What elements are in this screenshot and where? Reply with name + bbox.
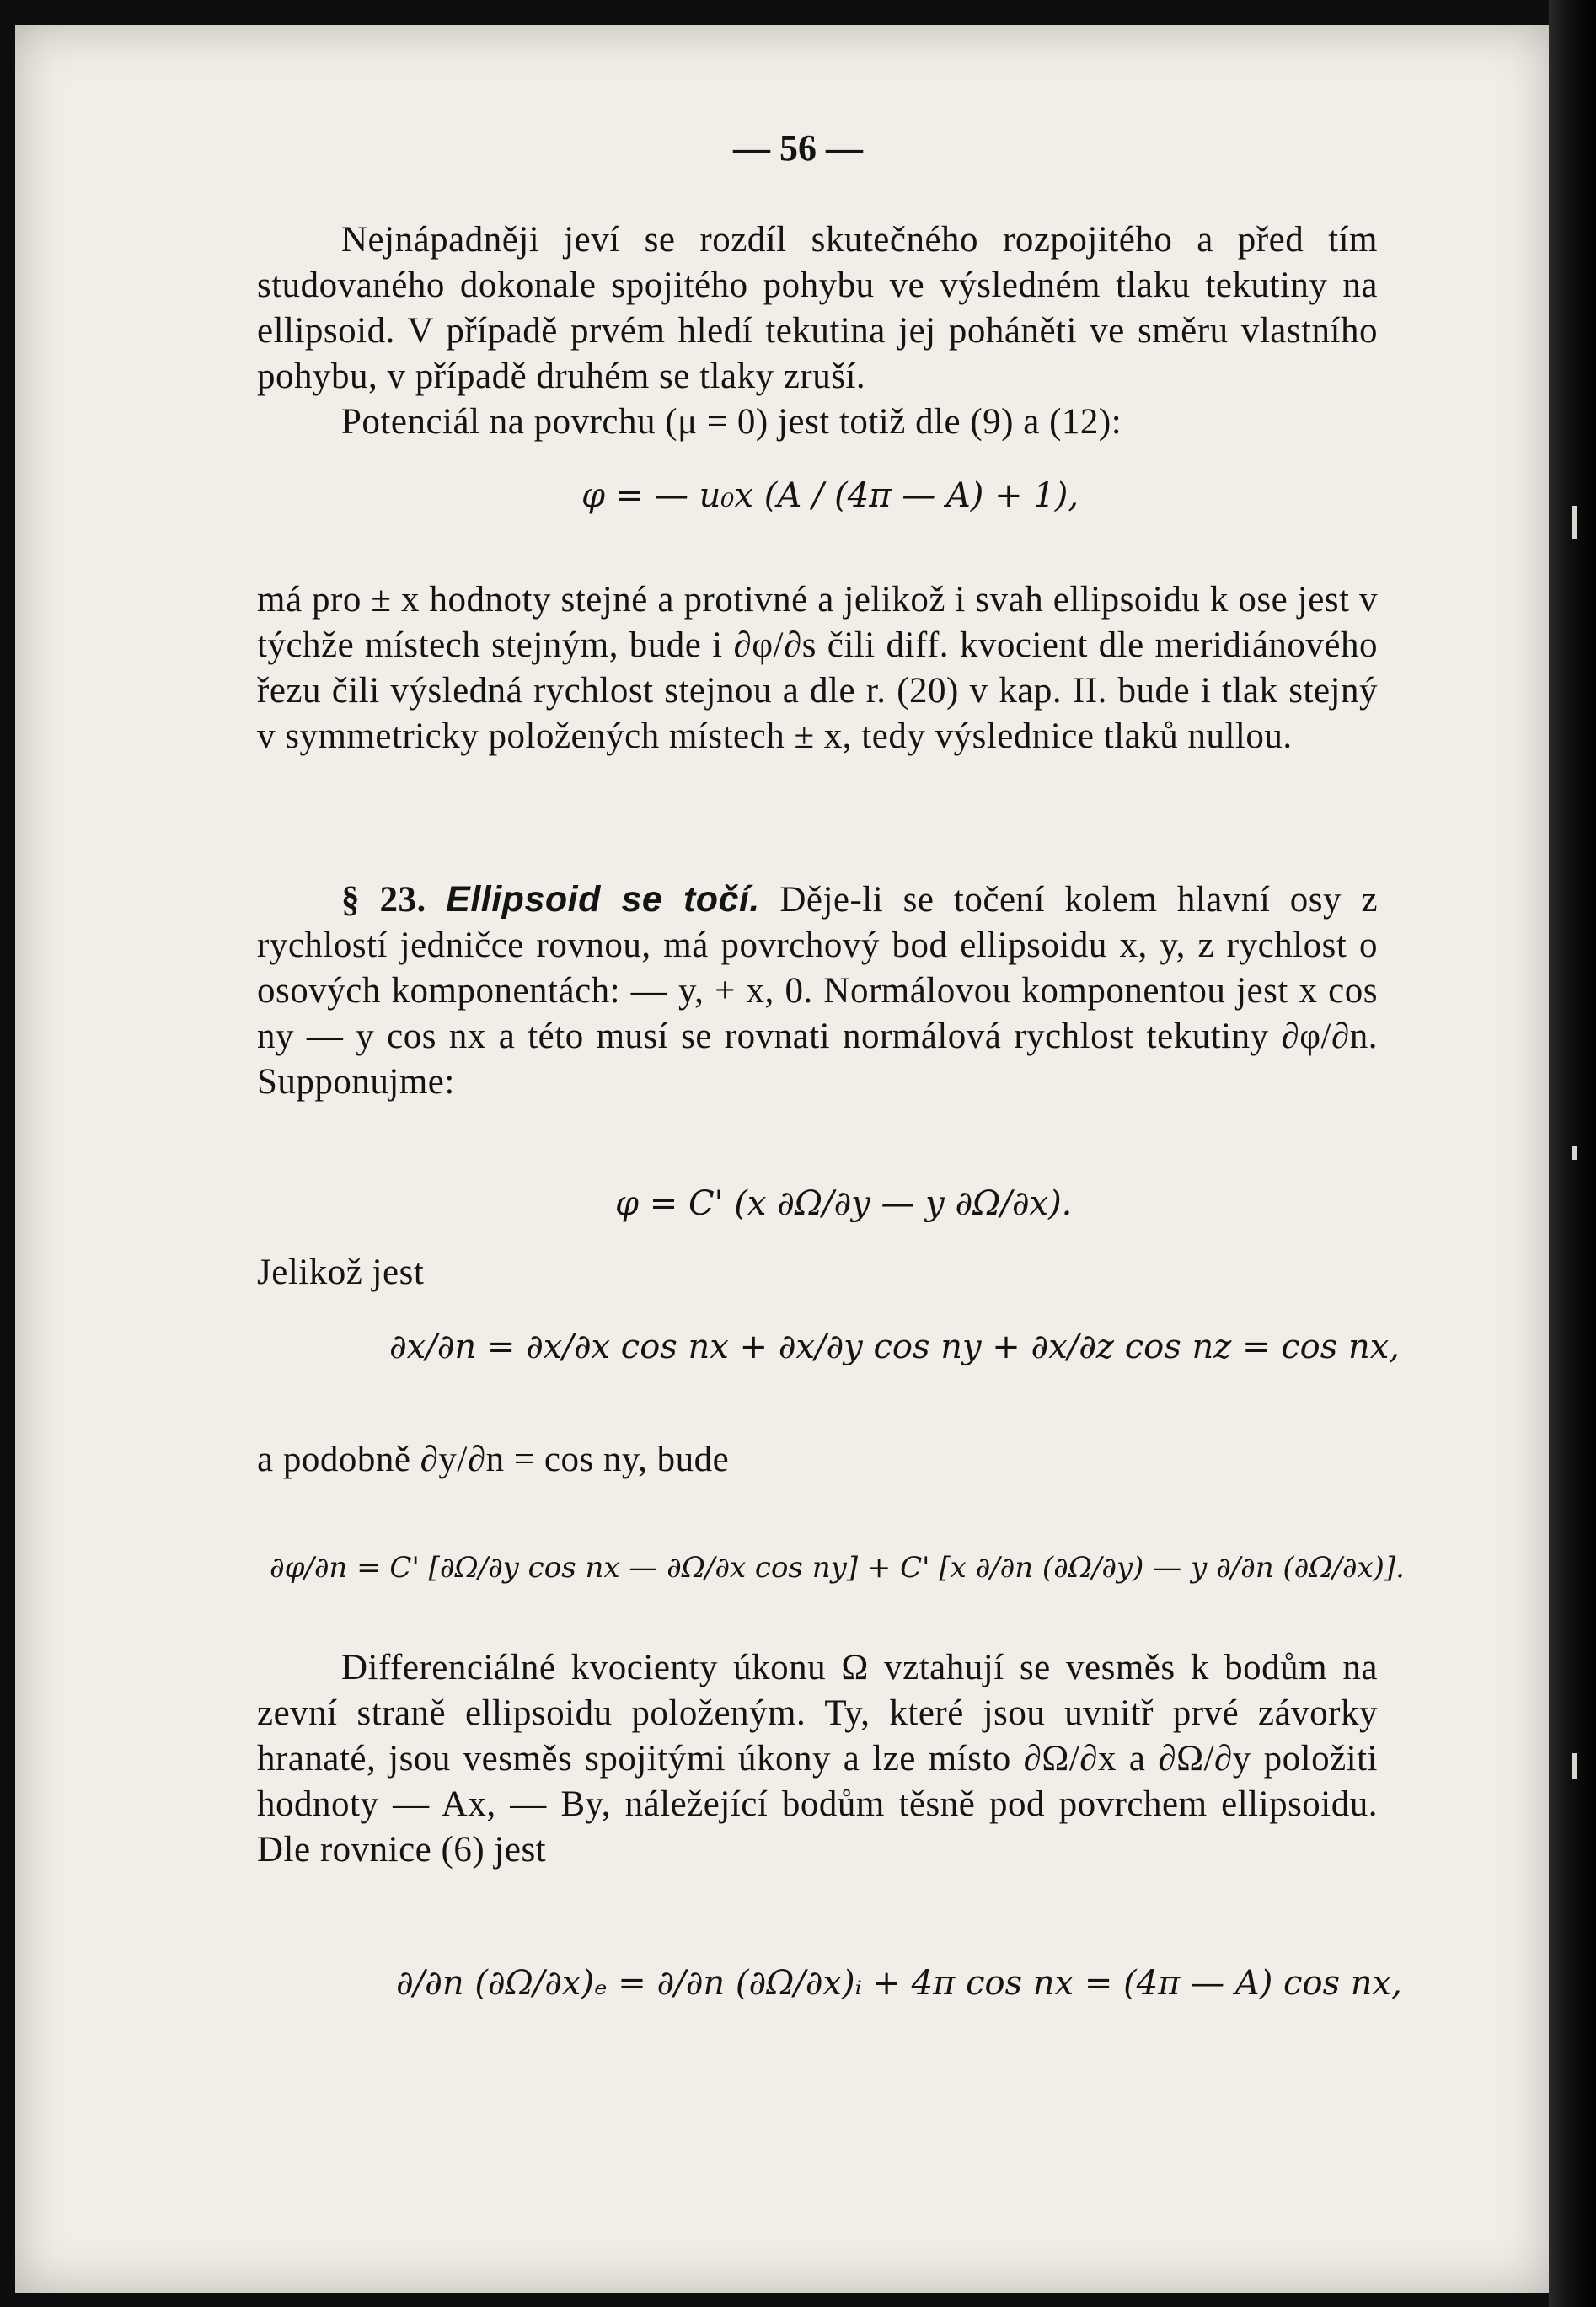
section-23-block xyxy=(257,877,1378,1105)
edge-tab-mark xyxy=(1572,1753,1577,1779)
section-number: § 23. xyxy=(341,880,426,920)
paragraph-1-block xyxy=(257,217,1378,445)
equation-phi-ansatz: φ = C' (x ∂Ω/∂y — y ∂Ω/∂x). xyxy=(615,1184,1073,1223)
page-edge-shadow xyxy=(1549,0,1596,2307)
paragraph-3-block xyxy=(257,577,1378,759)
equation-potential: φ = — u₀x (A / (4π — A) + 1), xyxy=(581,476,1079,515)
equation-jump-relation: ∂/∂n (∂Ω/∂x)ₑ = ∂/∂n (∂Ω/∂x)ᵢ + 4π cos nx = (4π — A) cos nx, xyxy=(396,1964,1402,2003)
paragraph-3: má pro ± x hodnoty stejné a protivné a jelikož i svah ellipsoidu k ose jest v týchže místech stejným, bude i ∂φ/∂s čili diff. kvocient dle meridiánového řezu čili výsledná rychlost stejnou a dle r. (20) v kap. II. bude i tlak stejný v symmetricky položených místech ± x, tedy výslednice tlaků nullou. xyxy=(257,580,1378,756)
paragraph-7-block xyxy=(257,1645,1378,1873)
section-text: Děje-li se točení kolem hlavní osy z rychlostí jedničce rovnou, má povrchový bod ellipsoidu x, y, z rychlost o osových komponentách: — y, + x, 0. Normálovou komponentou jest x cos ny — y cos nx a této musí se rovnati normálová rychlost tekutiny ∂φ/∂n. Supponujme: xyxy=(257,880,1379,1102)
section-title: Ellipsoid se točí. xyxy=(446,879,760,920)
page-number: — 56 — xyxy=(733,127,863,169)
equation-dphi-dn: ∂φ/∂n = C' [∂Ω/∂y cos nx — ∂Ω/∂x cos ny] + C' [x ∂/∂n (∂Ω/∂y) — y ∂/∂n (∂Ω/∂x)]. xyxy=(270,1551,1405,1585)
paragraph-1: Nejnápadněji jeví se rozdíl skutečného rozpojitého a před tím studovaného dokonale spojitého pohybu ve výsledném tlaku tekutiny na ellipsoid. V případě prvém hledí tekutina jej poháněti ve směru vlastního pohybu, v případě druhém se tlaky zruší. xyxy=(257,220,1378,396)
paragraph-7: Differenciálné kvocienty úkonu Ω vztahují se vesměs k bodům na zevní straně ellipsoidu položeným. Ty, které jsou uvnitř prvé závorky hranaté, jsou vesměs spojitými úkony a lze místo ∂Ω/∂x a ∂Ω/∂y položiti hodnoty — Ax, — By, náležející bodům těsně pod povrchem ellipsoidu. Dle rovnice (6) jest xyxy=(257,1648,1378,1870)
paragraph-6-block xyxy=(257,1437,1378,1483)
edge-tab-mark xyxy=(1572,1146,1577,1160)
paragraph-2: Potenciál na povrchu (μ = 0) jest totiž dle (9) a (12): xyxy=(341,402,1122,442)
edge-tab-mark xyxy=(1572,506,1577,539)
equation-dx-dn: ∂x/∂n = ∂x/∂x cos nx + ∂x/∂y cos ny + ∂x/∂z cos nz = cos nx, xyxy=(389,1328,1400,1366)
paragraph-5: Jelikož jest xyxy=(257,1253,425,1292)
section-23-paragraph xyxy=(257,877,1378,1105)
paragraph-5-block xyxy=(257,1250,1378,1296)
paragraph-6: a podobně ∂y/∂n = cos ny, bude xyxy=(257,1440,730,1479)
